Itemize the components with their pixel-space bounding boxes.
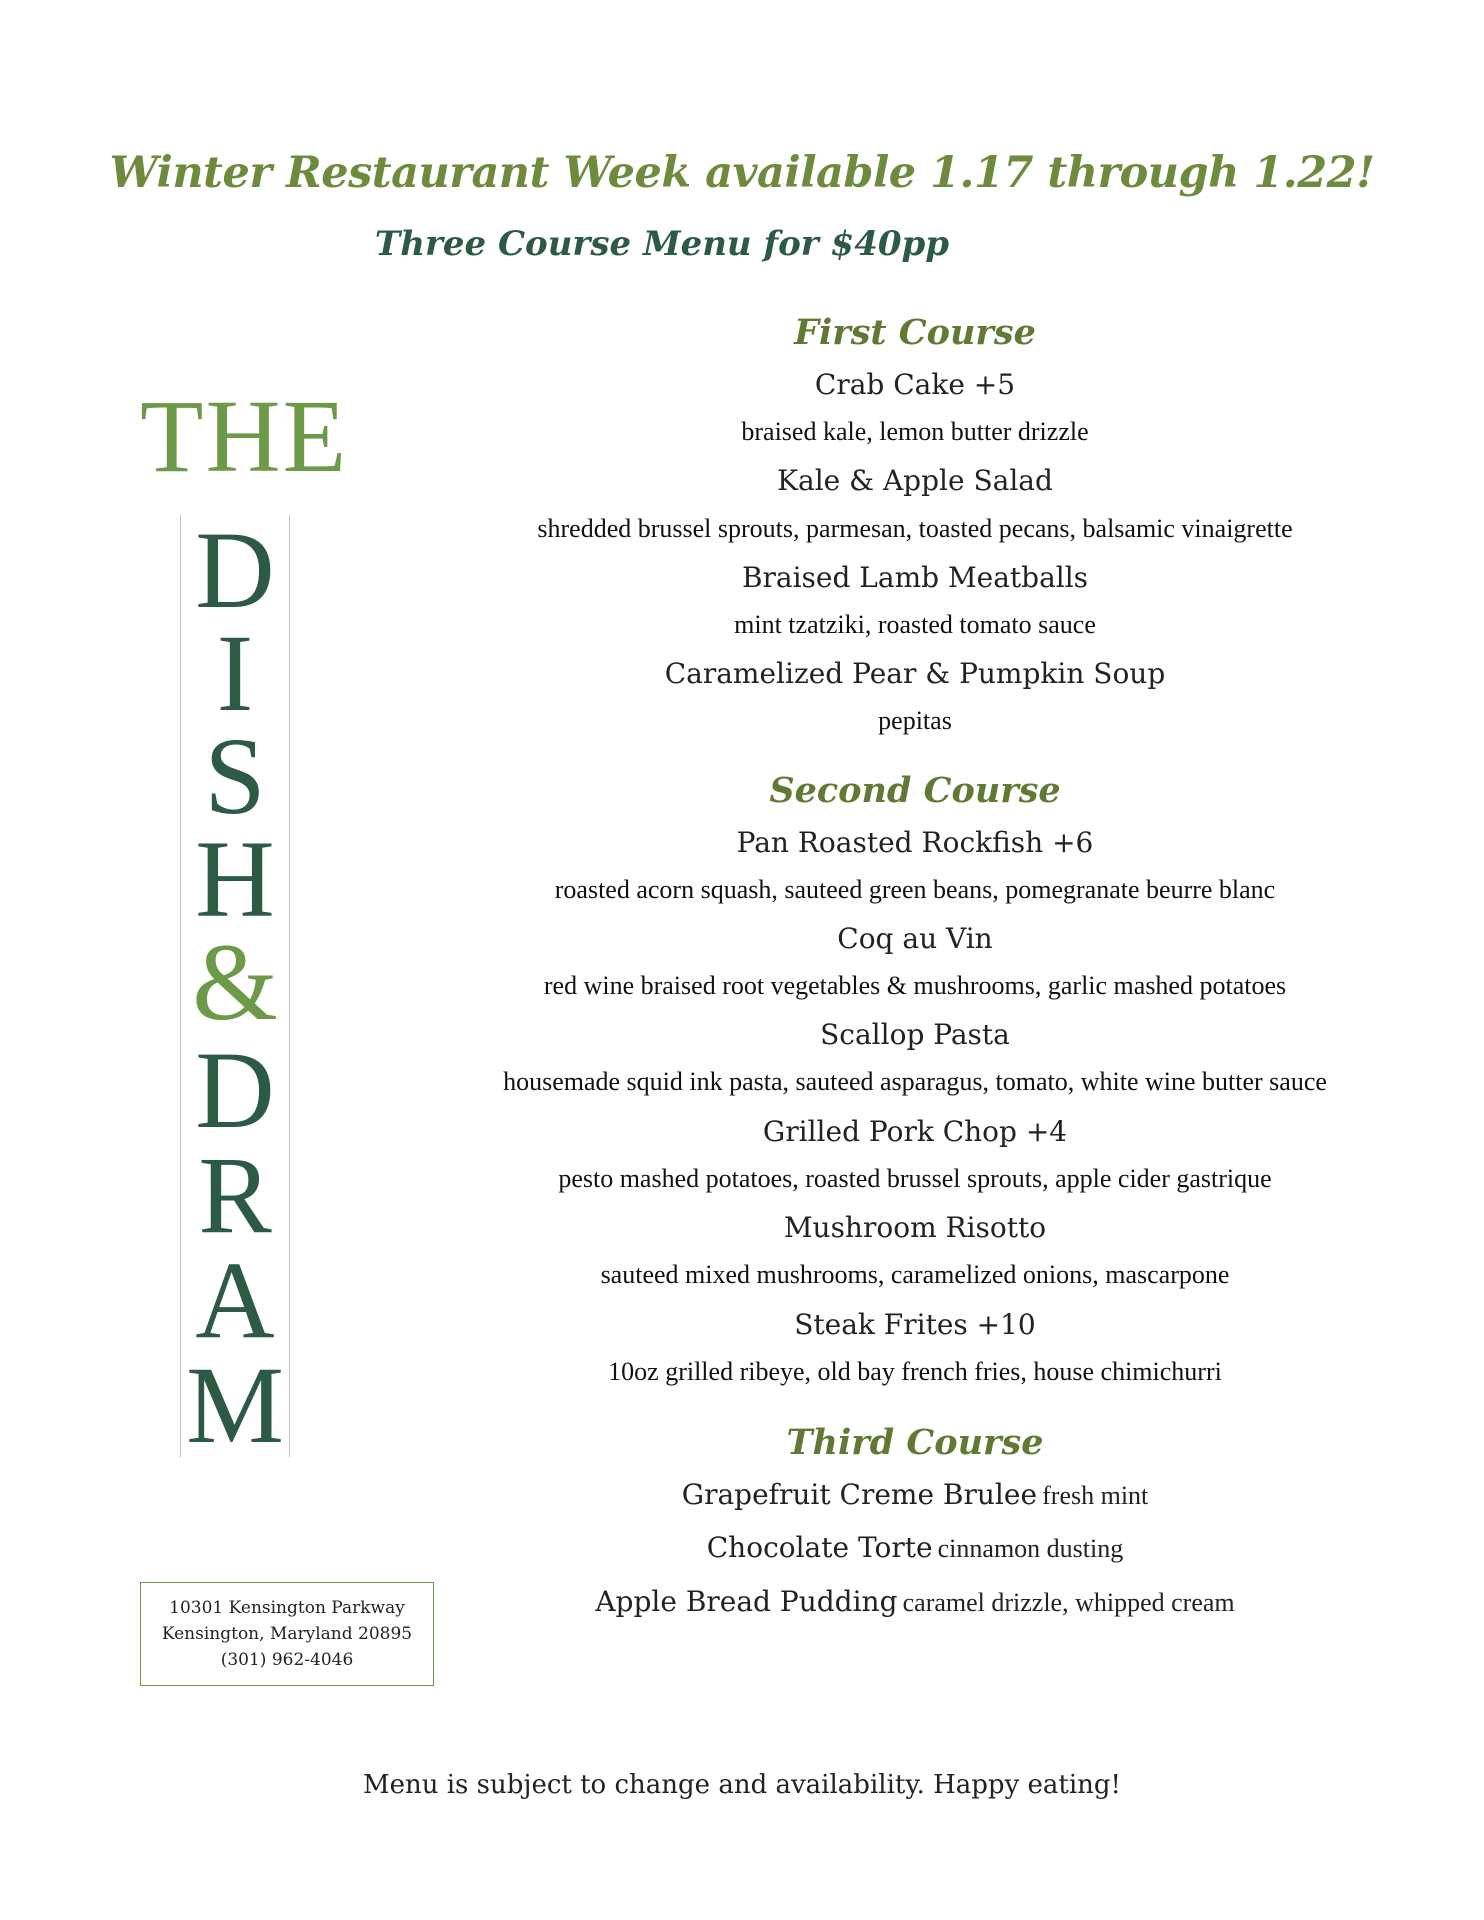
dish-description: sauteed mixed mushrooms, caramelized onions, mascarpone xyxy=(600,1260,1230,1289)
logo-letter: R xyxy=(198,1134,272,1256)
address-street: 10301 Kensington Parkway xyxy=(169,1598,405,1618)
dish-name: Steak Frites +10 xyxy=(794,1308,1036,1341)
logo-letter: M xyxy=(186,1344,284,1466)
three-course-price-subheadline: Three Course Menu for $40pp xyxy=(374,224,950,264)
dish-description: housemade squid ink pasta, sauteed asparagus, tomato, white wine butter sauce xyxy=(503,1067,1327,1096)
dish-description: pepitas xyxy=(878,706,952,735)
logo-letter: S xyxy=(204,715,266,837)
course-title-second: Second Course xyxy=(769,770,1061,811)
logo-letter: D xyxy=(195,1029,275,1151)
address-box xyxy=(140,1582,434,1686)
dish-description: braised kale, lemon butter drizzle xyxy=(741,417,1089,446)
logo-word-the: THE xyxy=(140,379,349,494)
dish-name: Grilled Pork Chop +4 xyxy=(762,1115,1068,1148)
dish-name: Grapefruit Creme Brulee xyxy=(681,1478,1038,1511)
dish-name: Coq au Vin xyxy=(837,922,993,955)
dish-description: fresh mint xyxy=(1042,1481,1149,1510)
logo-ampersand: & xyxy=(192,921,278,1043)
dessert-item xyxy=(470,1585,1360,1618)
dish-description: 10oz grilled ribeye, old bay french fries, house chimichurri xyxy=(608,1357,1222,1386)
dessert-item xyxy=(470,1531,1360,1564)
dessert-item xyxy=(470,1478,1360,1511)
dish-description: pesto mashed potatoes, roasted brussel sprouts, apple cider gastrique xyxy=(558,1164,1272,1193)
dish-description: caramel drizzle, whipped cream xyxy=(902,1588,1235,1617)
dish-description: red wine braised root vegetables & mushrooms, garlic mashed potatoes xyxy=(543,971,1287,1000)
dish-name: Caramelized Pear & Pumpkin Soup xyxy=(664,657,1166,690)
dish-name: Mushroom Risotto xyxy=(783,1211,1047,1244)
logo-letter: I xyxy=(216,612,254,734)
course-title-third: Third Course xyxy=(786,1422,1044,1463)
dish-name: Kale & Apple Salad xyxy=(777,464,1053,497)
logo-vertical-column xyxy=(180,509,290,1466)
dish-description: shredded brussel sprouts, parmesan, toasted pecans, balsamic vinaigrette xyxy=(537,514,1293,543)
dish-description: cinnamon dusting xyxy=(937,1534,1124,1563)
dish-name: Chocolate Torte xyxy=(706,1531,933,1564)
address-city: Kensington, Maryland 20895 xyxy=(161,1624,413,1644)
dish-description: roasted acorn squash, sauteed green beans, pomegranate beurre blanc xyxy=(554,875,1276,904)
logo-letter: D xyxy=(195,509,275,631)
logo-letter: H xyxy=(195,818,275,940)
course-title-first: First Course xyxy=(794,312,1036,353)
dish-name: Scallop Pasta xyxy=(820,1018,1010,1051)
dish-name: Apple Bread Pudding xyxy=(595,1585,898,1618)
dish-name: Braised Lamb Meatballs xyxy=(741,561,1089,594)
dish-description: mint tzatziki, roasted tomato sauce xyxy=(734,610,1096,639)
address-phone: (301) 962-4046 xyxy=(220,1650,354,1670)
dish-name: Pan Roasted Rockfish +6 xyxy=(736,826,1094,859)
logo-letter: A xyxy=(195,1239,275,1361)
availability-note: Menu is subject to change and availability. Happy eating! xyxy=(362,1770,1122,1800)
dish-name: Crab Cake +5 xyxy=(814,368,1016,401)
restaurant-week-headline: Winter Restaurant Week available 1.17 through 1.22! xyxy=(109,148,1375,198)
